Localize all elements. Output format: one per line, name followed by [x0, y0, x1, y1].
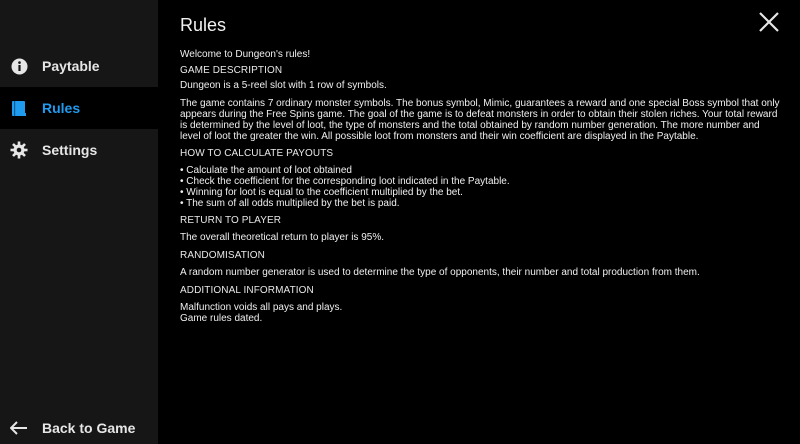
- additional-text: Game rules dated.: [180, 313, 263, 324]
- section-heading: ADDITIONAL INFORMATION: [180, 285, 314, 296]
- sidebar-item-label: Settings: [42, 142, 98, 158]
- back-to-game-label: Back to Game: [42, 420, 136, 436]
- welcome-text: Welcome to Dungeon's rules!: [180, 49, 311, 60]
- sidebar-item-label: Paytable: [42, 58, 100, 74]
- rtp-text: The overall theoretical return to player is 95%.: [180, 232, 384, 243]
- list-item: • Calculate the amount of loot obtained: [180, 165, 780, 176]
- additional-text: Malfunction voids all pays and plays.: [180, 302, 343, 313]
- sidebar-item-rules[interactable]: [0, 87, 158, 129]
- book-icon: [10, 99, 28, 117]
- back-to-game-button[interactable]: [0, 412, 158, 444]
- arrow-left-icon: [10, 419, 28, 437]
- sidebar-item-settings[interactable]: [0, 129, 158, 171]
- randomisation-text: A random number generator is used to determine the type of opponents, their number and total production from them.: [180, 267, 700, 278]
- description-text: The game contains 7 ordinary monster symbols. The bonus symbol, Mimic, guarantees a reward and one special Boss symbol that only appears during the Free Spins game. The goal of the game is to defeat monsters in order to obtain their stolen riches. Your total reward is determined by the level of loot, the type of monsters and the total obtained by random number generation. The more number and level of loot the greater the win. All possible loot from monsters and their win coefficient are displayed in the Paytable.: [180, 98, 780, 142]
- list-item: • Check the coefficient for the corresponding loot indicated in the Paytable.: [180, 176, 780, 187]
- gear-icon: [10, 141, 28, 159]
- close-icon[interactable]: [758, 11, 780, 33]
- section-heading: GAME DESCRIPTION: [180, 65, 283, 76]
- sidebar-item-label: Rules: [42, 100, 81, 116]
- section-heading: HOW TO CALCULATE PAYOUTS: [180, 148, 334, 159]
- section-heading: RETURN TO PLAYER: [180, 215, 282, 226]
- rules-content: [180, 49, 780, 324]
- list-item: • The sum of all odds multiplied by the bet is paid.: [180, 198, 780, 209]
- page-title: Rules: [180, 15, 227, 35]
- sidebar-item-paytable[interactable]: [0, 45, 158, 87]
- list-item: • Winning for loot is equal to the coefficient multiplied by the bet.: [180, 187, 780, 198]
- section-heading: RANDOMISATION: [180, 250, 266, 261]
- rules-panel: [158, 0, 800, 444]
- payout-list: [180, 165, 780, 209]
- description-text: Dungeon is a 5-reel slot with 1 row of symbols.: [180, 80, 387, 91]
- info-icon: [10, 57, 28, 75]
- sidebar: [0, 0, 158, 444]
